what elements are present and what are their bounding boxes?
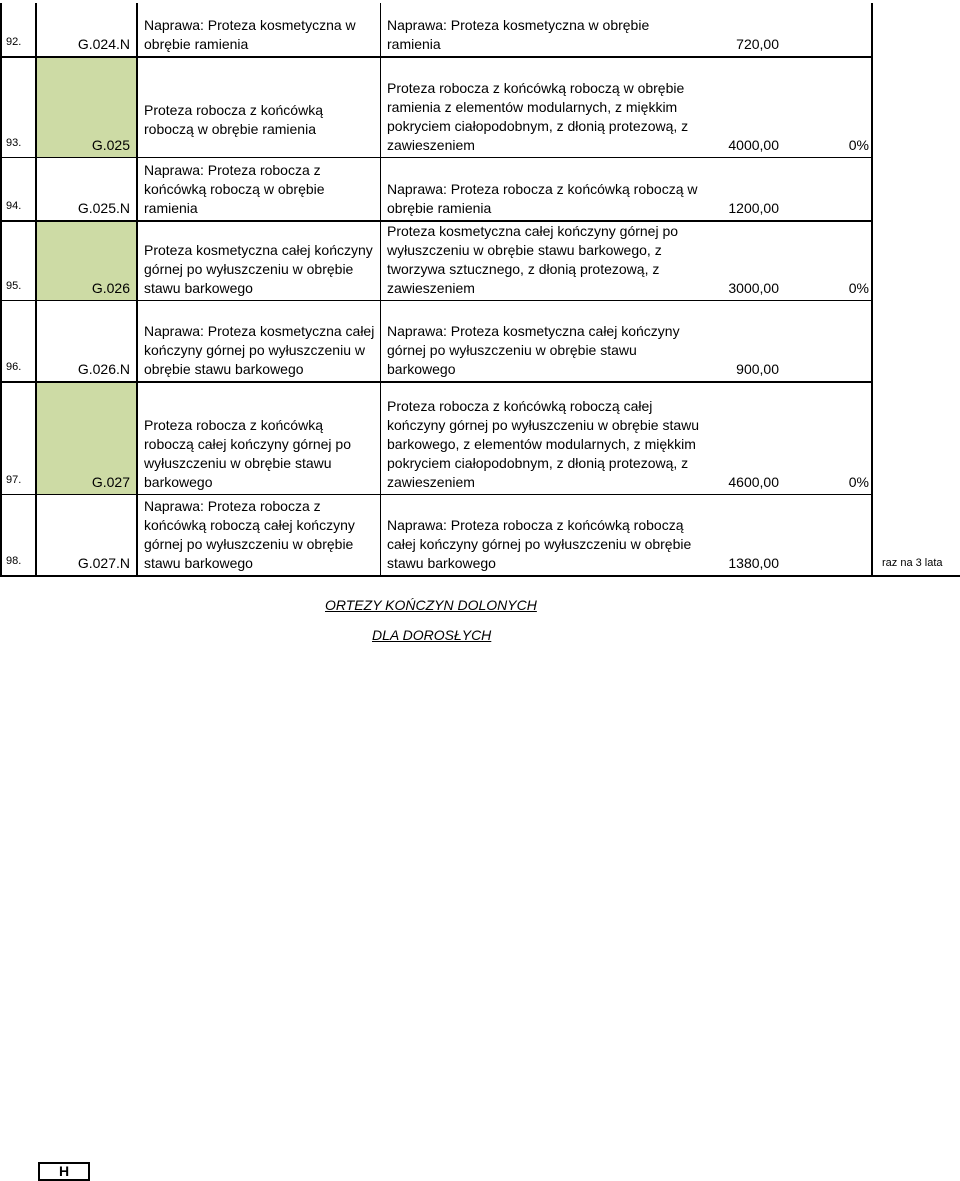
row-price: 4000,00	[728, 137, 779, 153]
table-row	[0, 58, 960, 157]
section-header	[0, 578, 960, 1179]
row-percent: 0%	[848, 137, 869, 153]
table-row	[0, 382, 960, 494]
row-description: Naprawa: Proteza kosmetyczna w obrębie ramienia	[387, 17, 650, 52]
row-name: Naprawa: Proteza robocza z końcówką roboczą w obrębie ramienia	[144, 162, 325, 216]
table-row	[0, 495, 960, 575]
section-subtitle: DLA DOROSŁYCH	[372, 627, 492, 643]
row-name: Proteza robocza z końcówką roboczą w obrębie ramienia	[144, 102, 323, 137]
row-name: Naprawa: Proteza kosmetyczna całej kończyny górnej po wyłuszczeniu w obrębie stawu barkowego	[144, 323, 375, 377]
row-name: Naprawa: Proteza kosmetyczna w obrębie ramienia	[144, 17, 356, 52]
row-description: Naprawa: Proteza robocza z końcówką roboczą w obrębie ramienia	[387, 181, 698, 216]
row-note: raz na 3 lata	[882, 557, 943, 569]
row-number: 96.	[6, 361, 22, 373]
row-divider	[0, 575, 960, 577]
row-code: G.026	[91, 280, 130, 296]
row-number: 98.	[6, 555, 22, 567]
row-divider	[0, 381, 873, 383]
row-number: 95.	[6, 280, 22, 292]
row-price: 1380,00	[728, 555, 779, 571]
table-row	[0, 158, 960, 220]
row-description: Proteza robocza z końcówką roboczą całej kończyny górnej po wyłuszczeniu w obrębie stawu barkowego, z elementów modularnych, z miękkim pokryciem ciałopodobnym, z dłonią protezową, z zawieszeniem	[387, 398, 700, 490]
section-title: ORTEZY KOŃCZYN DOLONYCH	[325, 597, 537, 613]
table-row	[0, 3, 960, 56]
row-divider	[0, 300, 873, 301]
row-description: Naprawa: Proteza robocza z końcówką roboczą całej kończyny górnej po wyłuszczeniu w obrębie stawu barkowego	[387, 517, 692, 571]
row-code: G.027.N	[77, 555, 130, 571]
row-percent: 0%	[848, 474, 869, 490]
row-description: Proteza kosmetyczna całej kończyny górnej po wyłuszczeniu w obrębie stawu barkowego, z tworzywa sztucznego, z dłonią protezową, z zawieszeniem	[387, 223, 679, 296]
row-price: 900,00	[736, 361, 779, 377]
row-number: 97.	[6, 474, 22, 486]
row-price: 1200,00	[728, 200, 779, 216]
row-name: Proteza robocza z końcówką roboczą całej kończyny górnej po wyłuszczeniu w obrębie stawu barkowego	[144, 417, 352, 490]
row-name: Proteza kosmetyczna całej kończyny górnej po wyłuszczeniu w obrębie stawu barkowego	[144, 242, 373, 296]
row-description: Naprawa: Proteza kosmetyczna całej kończyny górnej po wyłuszczeniu w obrębie stawu barkowego	[387, 323, 680, 377]
row-divider	[0, 56, 873, 58]
row-divider	[0, 494, 873, 495]
table-row	[0, 301, 960, 381]
row-code: G.027	[91, 474, 130, 490]
row-code: G.025.N	[77, 200, 130, 216]
row-divider	[0, 220, 873, 222]
row-price: 4600,00	[728, 474, 779, 490]
group-letter-box: H	[38, 1162, 90, 1181]
row-number: 94.	[6, 200, 22, 212]
row-price: 720,00	[736, 36, 779, 52]
row-code: G.025	[91, 137, 130, 153]
row-description: Proteza robocza z końcówką roboczą w obrębie ramienia z elementów modularnych, z miękkim pokryciem ciałopodobnym, z dłonią protezową, z zawieszeniem	[387, 80, 689, 153]
table-row	[0, 221, 960, 300]
row-percent: 0%	[848, 280, 869, 296]
row-number: 92.	[6, 36, 22, 48]
row-code: G.024.N	[77, 36, 130, 52]
row-price: 3000,00	[728, 280, 779, 296]
row-number: 93.	[6, 137, 22, 149]
row-divider	[0, 157, 873, 158]
row-name: Naprawa: Proteza robocza z końcówką roboczą całej kończyny górnej po wyłuszczeniu w obrębie stawu barkowego	[144, 498, 355, 571]
row-code: G.026.N	[77, 361, 130, 377]
